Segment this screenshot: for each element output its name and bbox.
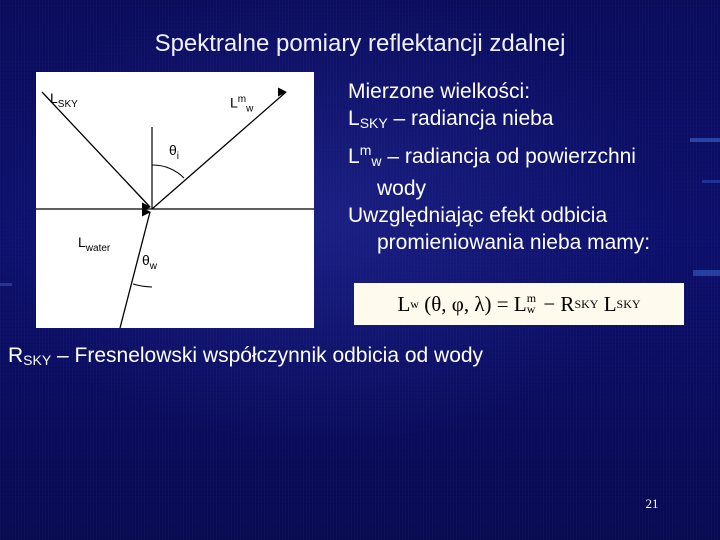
reflection-note-line2: promieniowania nieba mamy: bbox=[377, 231, 651, 254]
reflection-note-line1: Uwzględniając efekt odbicia bbox=[348, 204, 608, 227]
theta-i-label: $\theta_i$ bbox=[169, 142, 180, 162]
incidence-angle-arc bbox=[152, 165, 184, 178]
slide-title: Spektralne pomiary reflektancji zdalnej bbox=[154, 30, 566, 57]
decorative-streak bbox=[0, 283, 12, 286]
page-number: 21 bbox=[645, 496, 659, 511]
lwater-label: $L_{water}$ bbox=[78, 234, 111, 254]
measured-item-lmw: $L^m_w$ – radiancja od powierzchni bbox=[348, 142, 636, 169]
measured-heading: Mierzone wielkości: bbox=[348, 80, 531, 103]
theta-w-label: $\theta_w$ bbox=[142, 252, 158, 272]
measured-item-lmw-continued: wody bbox=[377, 177, 427, 200]
lmw-label: $L^m_w$ bbox=[230, 94, 254, 115]
measured-quantities bbox=[348, 78, 700, 256]
water-angle-arc bbox=[133, 284, 152, 287]
lsky-label: $L_{SKY}$ bbox=[50, 90, 78, 110]
reflection-diagram-lines bbox=[36, 72, 314, 328]
water-leaving-radiance-formula: L w (θ, φ, λ) = L m w − R SKY L SKY bbox=[354, 283, 684, 325]
measured-item-lsky: $L_{SKY}$ – radiancja nieba bbox=[348, 107, 554, 131]
fresnel-coefficient-definition: $R_{SKY}$ – Fresnelowski współczynnik odbicia od wody bbox=[8, 344, 484, 368]
reflection-diagram bbox=[36, 72, 314, 328]
decorative-streak bbox=[702, 180, 720, 183]
decorative-streak bbox=[693, 270, 720, 276]
